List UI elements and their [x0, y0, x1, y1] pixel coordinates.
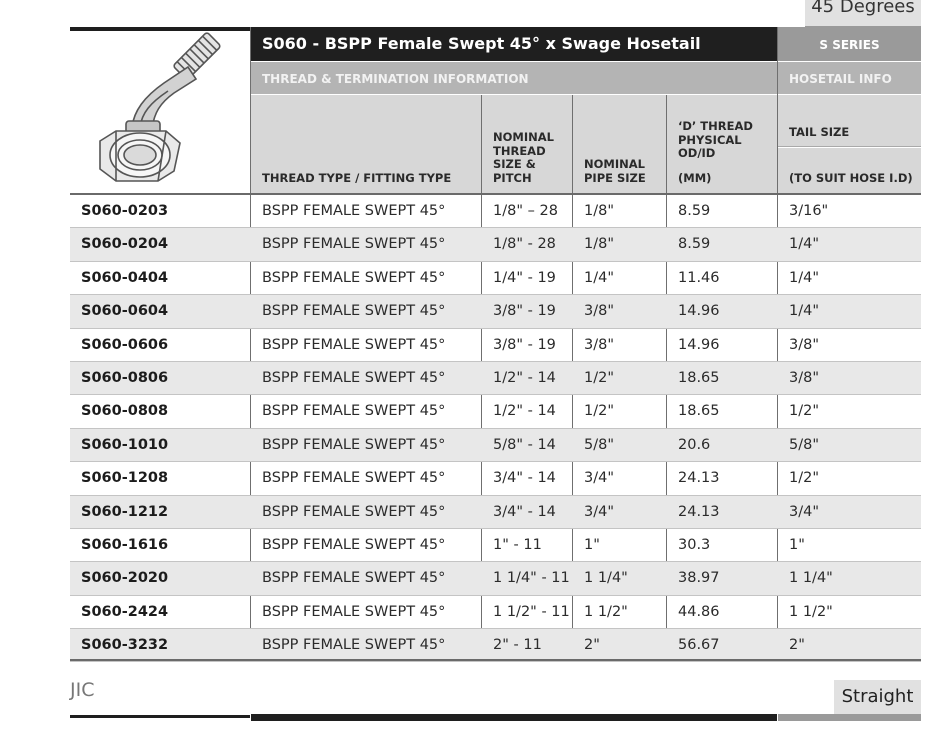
col-thread-type	[251, 95, 481, 193]
thread-size-cell: 1 1/2" - 11	[493, 603, 570, 620]
thread-size-cell: 3/8" - 19	[493, 303, 556, 320]
tail-size-cell: 1 1/4"	[789, 570, 833, 587]
part-number-cell: S060-0203	[81, 203, 169, 219]
pipe-size-cell: 5/8"	[584, 436, 615, 453]
thread-size-cell: 1/4" - 19	[493, 269, 556, 286]
tail-size-cell: 1 1/2"	[789, 603, 833, 620]
next-section-title: JIC	[70, 679, 95, 701]
fitting-illustration	[70, 31, 250, 193]
col-nominal-thread-line: PITCH	[493, 170, 532, 185]
table-row	[70, 562, 921, 595]
d-thread-cell: 8.59	[678, 203, 711, 219]
col-tail-sub	[778, 148, 921, 193]
section-thread-info: THREAD & TERMINATION INFORMATION	[251, 62, 777, 94]
d-thread-cell: 38.97	[678, 570, 720, 587]
table-row	[70, 596, 921, 629]
thread-size-cell: 3/8" - 19	[493, 336, 556, 353]
section-hosetail-info: HOSETAIL INFO	[778, 62, 921, 94]
table-row	[70, 262, 921, 295]
tail-size-cell: 5/8"	[789, 436, 820, 453]
col-d-thread-line: ‘D’ THREAD	[678, 119, 753, 133]
bottom-rule	[70, 715, 250, 718]
tail-size-cell: 3/8"	[789, 336, 820, 353]
thread-type-cell: BSPP FEMALE SWEPT 45°	[262, 536, 446, 553]
thread-type-cell: BSPP FEMALE SWEPT 45°	[262, 570, 446, 587]
col-thread-type-label: THREAD TYPE / FITTING TYPE	[262, 170, 452, 185]
d-thread-cell: 24.13	[678, 470, 720, 487]
data-table-body	[70, 195, 921, 662]
tail-size-cell: 1/2"	[789, 470, 820, 487]
thread-size-cell: 3/4" - 14	[493, 503, 556, 520]
thread-size-cell: 3/4" - 14	[493, 470, 556, 487]
col-nominal-pipe	[573, 95, 666, 193]
part-number-cell: S060-1010	[81, 436, 169, 453]
col-d-thread-line: PHYSICAL	[678, 132, 742, 147]
part-number-cell: S060-0606	[81, 336, 169, 353]
tail-size-cell: 1/4"	[789, 236, 820, 253]
thread-size-cell: 2" - 11	[493, 637, 542, 654]
part-number-cell: S060-0604	[81, 303, 169, 320]
thread-type-cell: BSPP FEMALE SWEPT 45°	[262, 269, 446, 286]
pipe-size-cell: 3/4"	[584, 503, 615, 520]
thread-type-cell: BSPP FEMALE SWEPT 45°	[262, 403, 446, 420]
pipe-size-cell: 1/4"	[584, 269, 615, 286]
d-thread-cell: 44.86	[678, 603, 720, 620]
series-label: S SERIES	[778, 27, 921, 61]
table-row	[70, 295, 921, 328]
thread-type-cell: BSPP FEMALE SWEPT 45°	[262, 603, 446, 620]
pipe-size-cell: 1 1/2"	[584, 603, 628, 620]
thread-size-cell: 5/8" - 14	[493, 436, 556, 453]
tail-size-cell: 3/8"	[789, 369, 820, 386]
part-number-cell: S060-3232	[81, 637, 169, 654]
pipe-size-cell: 1 1/4"	[584, 570, 628, 587]
d-thread-cell: 14.96	[678, 336, 720, 353]
part-number-cell: S060-0204	[81, 236, 169, 253]
table-bottom-rule	[70, 659, 921, 661]
part-number-cell: S060-2020	[81, 570, 169, 587]
col-nominal-thread-label	[493, 131, 554, 185]
table-title: S060 - BSPP Female Swept 45° x Swage Hosetail	[251, 27, 777, 61]
col-d-thread-label	[678, 120, 753, 161]
d-thread-cell: 11.46	[678, 269, 720, 286]
tail-size-cell: 1/2"	[789, 403, 820, 420]
d-thread-cell: 18.65	[678, 369, 720, 386]
pipe-size-cell: 1/2"	[584, 369, 615, 386]
col-nominal-thread	[482, 95, 572, 193]
part-number-cell: S060-1616	[81, 536, 169, 553]
col-nominal-pipe-line: NOMINAL	[584, 157, 645, 171]
d-thread-cell: 8.59	[678, 236, 711, 253]
d-thread-cell: 18.65	[678, 403, 720, 420]
tail-size-cell: 1"	[789, 536, 805, 553]
col-tail-sub-label: (TO SUIT HOSE I.D)	[789, 171, 913, 185]
thread-type-cell: BSPP FEMALE SWEPT 45°	[262, 470, 446, 487]
table-row	[70, 195, 921, 228]
table-row	[70, 329, 921, 362]
part-number-cell: S060-2424	[81, 603, 169, 620]
table-row	[70, 429, 921, 462]
thread-size-cell: 1/8" - 28	[493, 236, 556, 253]
pipe-size-cell: 1/2"	[584, 403, 615, 420]
thread-type-cell: BSPP FEMALE SWEPT 45°	[262, 436, 446, 453]
thread-size-cell: 1/2" - 14	[493, 369, 556, 386]
table-row	[70, 395, 921, 428]
tail-size-cell: 3/4"	[789, 503, 820, 520]
col-nominal-thread-line: NOMINAL	[493, 130, 554, 144]
pipe-size-cell: 1"	[584, 536, 600, 553]
col-d-thread-unit: (MM)	[678, 170, 712, 185]
table-row	[70, 462, 921, 495]
thread-size-cell: 1/2" - 14	[493, 403, 556, 420]
tail-size-cell: 1/4"	[789, 269, 820, 286]
pipe-size-cell: 2"	[584, 637, 600, 654]
pipe-size-cell: 1/8"	[584, 203, 615, 219]
tab-45-degrees[interactable]: 45 Degrees	[805, 0, 921, 28]
pipe-size-cell: 3/8"	[584, 336, 615, 353]
col-nominal-thread-line: SIZE &	[493, 157, 536, 171]
d-thread-cell: 56.67	[678, 637, 720, 654]
col-nominal-pipe-line: PIPE SIZE	[584, 170, 646, 185]
d-thread-cell: 30.3	[678, 536, 711, 553]
thread-type-cell: BSPP FEMALE SWEPT 45°	[262, 503, 446, 520]
col-tail-size-label: TAIL SIZE	[789, 125, 850, 139]
col-tail-size	[778, 95, 921, 147]
tail-size-cell: 1/4"	[789, 303, 820, 320]
part-number-cell: S060-0404	[81, 269, 169, 286]
thread-type-cell: BSPP FEMALE SWEPT 45°	[262, 236, 446, 253]
thread-size-cell: 1" - 11	[493, 536, 542, 553]
thread-type-cell: BSPP FEMALE SWEPT 45°	[262, 203, 446, 219]
table-row	[70, 362, 921, 395]
part-number-cell: S060-1208	[81, 470, 169, 487]
table-row	[70, 228, 921, 261]
tail-size-cell: 3/16"	[789, 203, 829, 219]
thread-size-cell: 1 1/4" - 11	[493, 570, 570, 587]
d-thread-cell: 20.6	[678, 436, 711, 453]
thread-type-cell: BSPP FEMALE SWEPT 45°	[262, 336, 446, 353]
d-thread-cell: 24.13	[678, 503, 720, 520]
part-number-cell: S060-0806	[81, 369, 169, 386]
table-row	[70, 529, 921, 562]
thread-type-cell: BSPP FEMALE SWEPT 45°	[262, 303, 446, 320]
pipe-size-cell: 3/8"	[584, 303, 615, 320]
bottom-bar-grey	[778, 714, 921, 721]
tail-size-cell: 2"	[789, 637, 805, 654]
bottom-bar-dark	[251, 714, 777, 721]
table-row	[70, 629, 921, 662]
col-d-thread	[667, 95, 777, 193]
d-thread-cell: 14.96	[678, 303, 720, 320]
col-d-thread-line: OD/ID	[678, 146, 716, 160]
thread-type-cell: BSPP FEMALE SWEPT 45°	[262, 369, 446, 386]
thread-type-cell: BSPP FEMALE SWEPT 45°	[262, 637, 446, 654]
col-nominal-thread-line: THREAD	[493, 143, 546, 158]
pipe-size-cell: 1/8"	[584, 236, 615, 253]
pipe-size-cell: 3/4"	[584, 470, 615, 487]
table-row	[70, 496, 921, 529]
col-nominal-pipe-label	[584, 158, 646, 185]
tab-straight[interactable]: Straight	[834, 680, 921, 714]
part-number-cell: S060-1212	[81, 503, 169, 520]
thread-size-cell: 1/8" – 28	[493, 203, 558, 219]
part-number-cell: S060-0808	[81, 403, 169, 420]
